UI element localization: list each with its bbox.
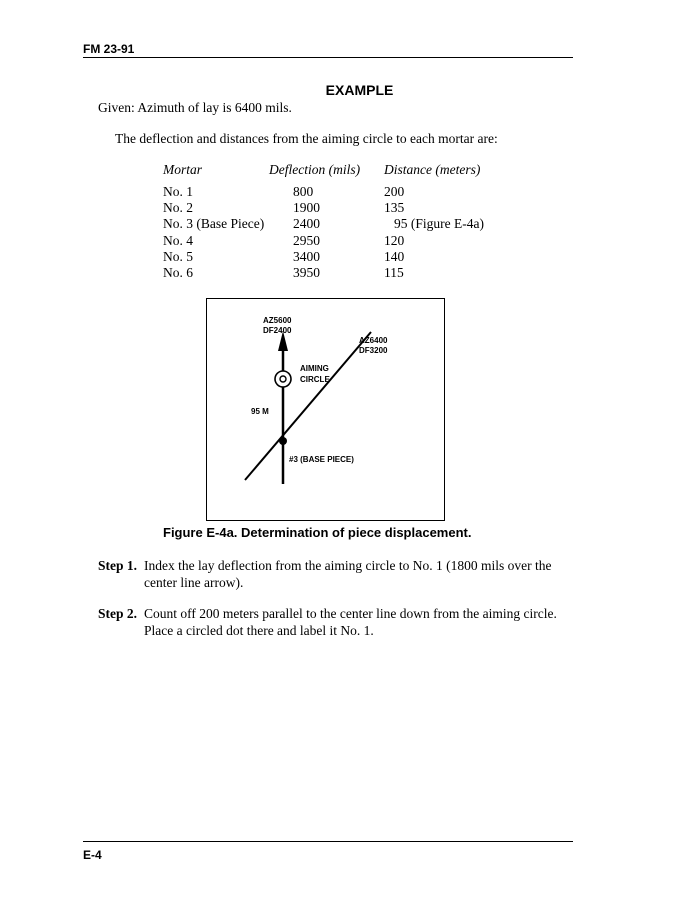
label-df2400: DF2400 [263,326,292,335]
distance-cell: 115 [384,265,404,281]
deflection-cell: 3950 [293,265,320,281]
label-az5600: AZ5600 [263,316,292,325]
distance-cell: 200 [384,184,405,199]
deflection-cell: 2400 [293,216,320,232]
distance-cell: 95 (Figure E-4a) [394,216,484,232]
footer-rule [83,841,573,842]
step-label: Step 1. [98,558,138,573]
column-header-distance: Distance (meters) [384,162,481,177]
displacement-diagram [207,299,443,519]
label-circle: CIRCLE [300,375,330,384]
step-text: Index the lay deflection from the aiming circle to No. 1 (1800 mils over the center line arrow). [144,558,552,590]
label-az6400: AZ6400 [359,336,388,345]
deflection-cell: 1900 [293,200,320,216]
column-header-mortar: Mortar [163,162,203,177]
label-distance: 95 M [251,407,269,416]
table-row [163,265,534,281]
figure-e4a [206,298,445,521]
mortar-cell: No. 4 [163,232,193,248]
label-base-piece: #3 (BASE PIECE) [289,455,354,464]
intro-paragraph: The deflection and distances from the aiming circle to each mortar are: [115,131,498,146]
step-2 [98,606,578,639]
deflection-cell: 800 [293,184,314,199]
mortar-cell: No. 5 [163,248,193,264]
header-rule [83,57,573,58]
table-row [163,249,534,265]
distance-cell: 140 [384,248,405,264]
figure-caption: Figure E-4a. Determination of piece displacement. [163,525,472,540]
table-row [163,233,534,249]
given-statement: Given: Azimuth of lay is 6400 mils. [98,100,292,115]
mortar-cell: No. 3 (Base Piece) [163,216,265,232]
page-header: FM 23-91 [83,42,135,56]
table-row [163,184,534,200]
step-label: Step 2. [98,606,138,621]
mortar-cell: No. 2 [163,200,193,216]
label-aiming: AIMING [300,364,329,373]
step-1 [98,558,578,591]
example-title: EXAMPLE [325,82,394,98]
table-row [163,216,534,232]
deflection-cell: 2950 [293,232,320,248]
deflection-cell: 3400 [293,248,320,264]
label-df3200: DF3200 [359,346,388,355]
column-header-deflection: Deflection (mils) [269,162,361,177]
step-text: Count off 200 meters parallel to the center line down from the aiming circle. Place a circled dot there and label it No. 1. [144,606,557,638]
distance-cell: 120 [384,232,405,248]
table-header-row [163,160,534,184]
base-piece-dot-icon [279,437,287,445]
aiming-circle-icon [275,371,291,387]
mortar-cell: No. 6 [163,265,193,281]
page-number: E-4 [83,848,102,862]
mortar-cell: No. 1 [163,184,193,199]
distance-cell: 135 [384,200,405,216]
mortar-table [163,160,534,281]
table-row [163,200,534,216]
